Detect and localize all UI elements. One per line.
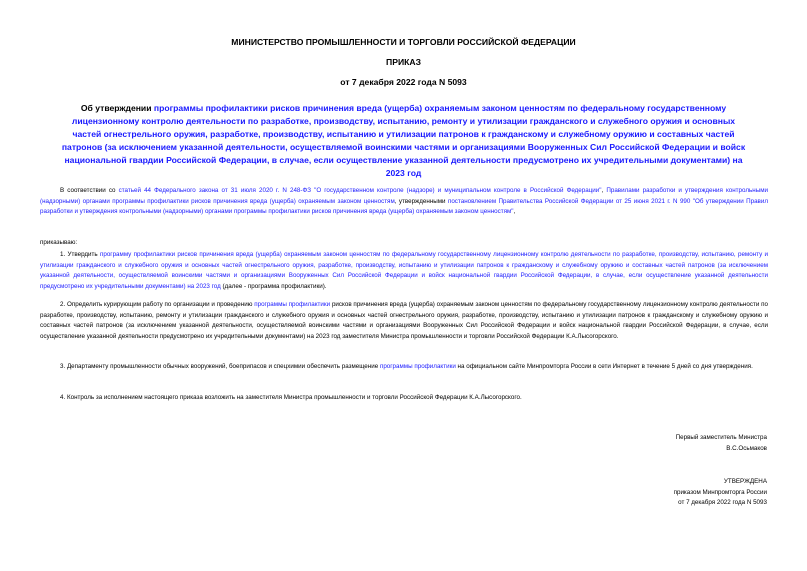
intro-text-4: , (513, 208, 516, 216)
paragraph-2 (40, 300, 768, 342)
approval-label: УТВЕРЖДЕНА (723, 478, 767, 485)
p1-program-link[interactable]: программу профилактики рисков причинения вреда (ущерба) охраняемым законом ценностям по федеральному государственному лицензионному контролю деятельности по разработке, производству, испытанию, ремонту и утилизации гражданского и служебного оружия и основных частей огнестрельного оружия, разработке, производству, испытанию и утилизации патронов к гражданскому и служебному оружию и составных частей патронов (за исключением указанной деятельности, осуществляемой воинскими частями и организациями Вооруженных Сил Российской Федерации и войск национальной гвардии Российской Федерации, в случае, если осуществление указанной деятельности предусмотрено их учредительными документами) на 2023 год (40, 251, 768, 290)
signature-name: В.С.Осьмаков (726, 444, 767, 452)
p3-program-link[interactable]: программы профилактики (379, 363, 456, 370)
p2-text-1: 2. Определить курирующим работу по организации и проведению (60, 301, 255, 308)
order-date-heading: от 7 декабря 2022 года N 5093 (340, 77, 467, 87)
title-program-link[interactable]: программы профилактики рисков причинения вреда (ущерба) охраняемым законом ценностям по федеральному государственному лицензионному контролю деятельности по разработке, производству, испытанию, ремонту и утилизации гражданского и служебного оружия и основных частей огнестрельного оружия, разработке, производству, испытанию и утилизации патронов к гражданскому и служебному оружию и составных частей патронов (за исключением указанной деятельности, осуществляемой воинскими частями и организациями Вооруженных Сил Российской Федерации и войск национальной гвардии Российской Федерации, в случае, если осуществление указанной деятельности предусмотрено их учредительными документами) на 2023 год (61, 103, 746, 178)
paragraph-4 (40, 393, 768, 404)
ministry-heading: МИНИСТЕРСТВО ПРОМЫШЛЕННОСТИ И ТОРГОВЛИ РОССИЙСКОЙ ФЕДЕРАЦИИ (231, 37, 576, 47)
resolution-990-link[interactable]: постановлением Правительства Российской Федерации от 25 июня 2021 г. N 990 "Об утверждении Правил разработки и утверждения контрольными (надзорными) органами программы профилактики рисков причинения вреда (ущерба) охраняемым законом ценностям" (40, 197, 769, 216)
p1-text-1: 1. Утвердить (60, 251, 100, 258)
intro-text-1: В соответствии со (60, 187, 119, 194)
intro-text-3: , утвержденными (394, 197, 448, 205)
prikazyvayu-text: приказываю: (40, 239, 78, 246)
intro-paragraph (40, 186, 768, 218)
p3-text-2: на официальном сайте Минпромторга России в сети Интернет в течение 5 дней со дня утверждения. (455, 363, 753, 370)
p2-program-link[interactable]: программы профилактики (254, 301, 331, 308)
order-kind-heading: ПРИКАЗ (386, 57, 421, 67)
p1-text-2: (далее - программа профилактики). (220, 282, 327, 290)
paragraph-3 (40, 362, 768, 373)
law-248-link[interactable]: статьей 44 Федерального закона от 31 июля 2020 г. N 248-ФЗ "О государственном контроле (надзоре) и муниципальном контроле в Российской Федерации" (118, 187, 602, 194)
p4-text: 4. Контроль за исполнением настоящего приказа возложить на заместителя Министра промышленности и торговли Российской Федерации К.А.Лысогорского. (60, 394, 522, 401)
title-prefix: Об утверждении (80, 103, 154, 113)
signature-position: Первый заместитель Министра (675, 434, 767, 441)
p3-text-1: 3. Департаменту промышленности обычных вооружений, боеприпасов и спецхимии обеспечить размещение (60, 363, 380, 370)
approval-block (674, 477, 767, 509)
document-title (60, 102, 747, 180)
approval-date: от 7 декабря 2022 года N 5093 (678, 499, 767, 507)
signature-block (676, 433, 767, 454)
intro-text-2: , (601, 187, 607, 194)
paragraph-1 (40, 250, 768, 292)
rules-link[interactable]: Правилами разработки и утверждения контрольными (надзорными) органами программы профилактики рисков причинения вреда (ущерба) охраняемым законом ценностям (40, 187, 768, 205)
approval-by: приказом Минпромторга России (673, 488, 767, 496)
p2-text-2: рисков причинения вреда (ущерба) охраняемым законом ценностям по федеральному государственному лицензионному контролю деятельности по разработке, производству, испытанию, ремонту и утилизации гражданского и служебного оружия и основных частей огнестрельного оружия, разработке, производству, испытанию и утилизации патронов к гражданскому и служебному оружию и составных частей патронов (за исключением указанной деятельности, осуществляемой воинскими частями и организациями Вооруженных Сил Российской Федерации и войск национальной гвардии Российской Федерации, в случае, если осуществление указанной деятельности предусмотрено их учредительными документами) на 2023 год заместителя Министра промышленности и торговли Российской Федерации К.А.Лысогорского. (40, 301, 768, 340)
